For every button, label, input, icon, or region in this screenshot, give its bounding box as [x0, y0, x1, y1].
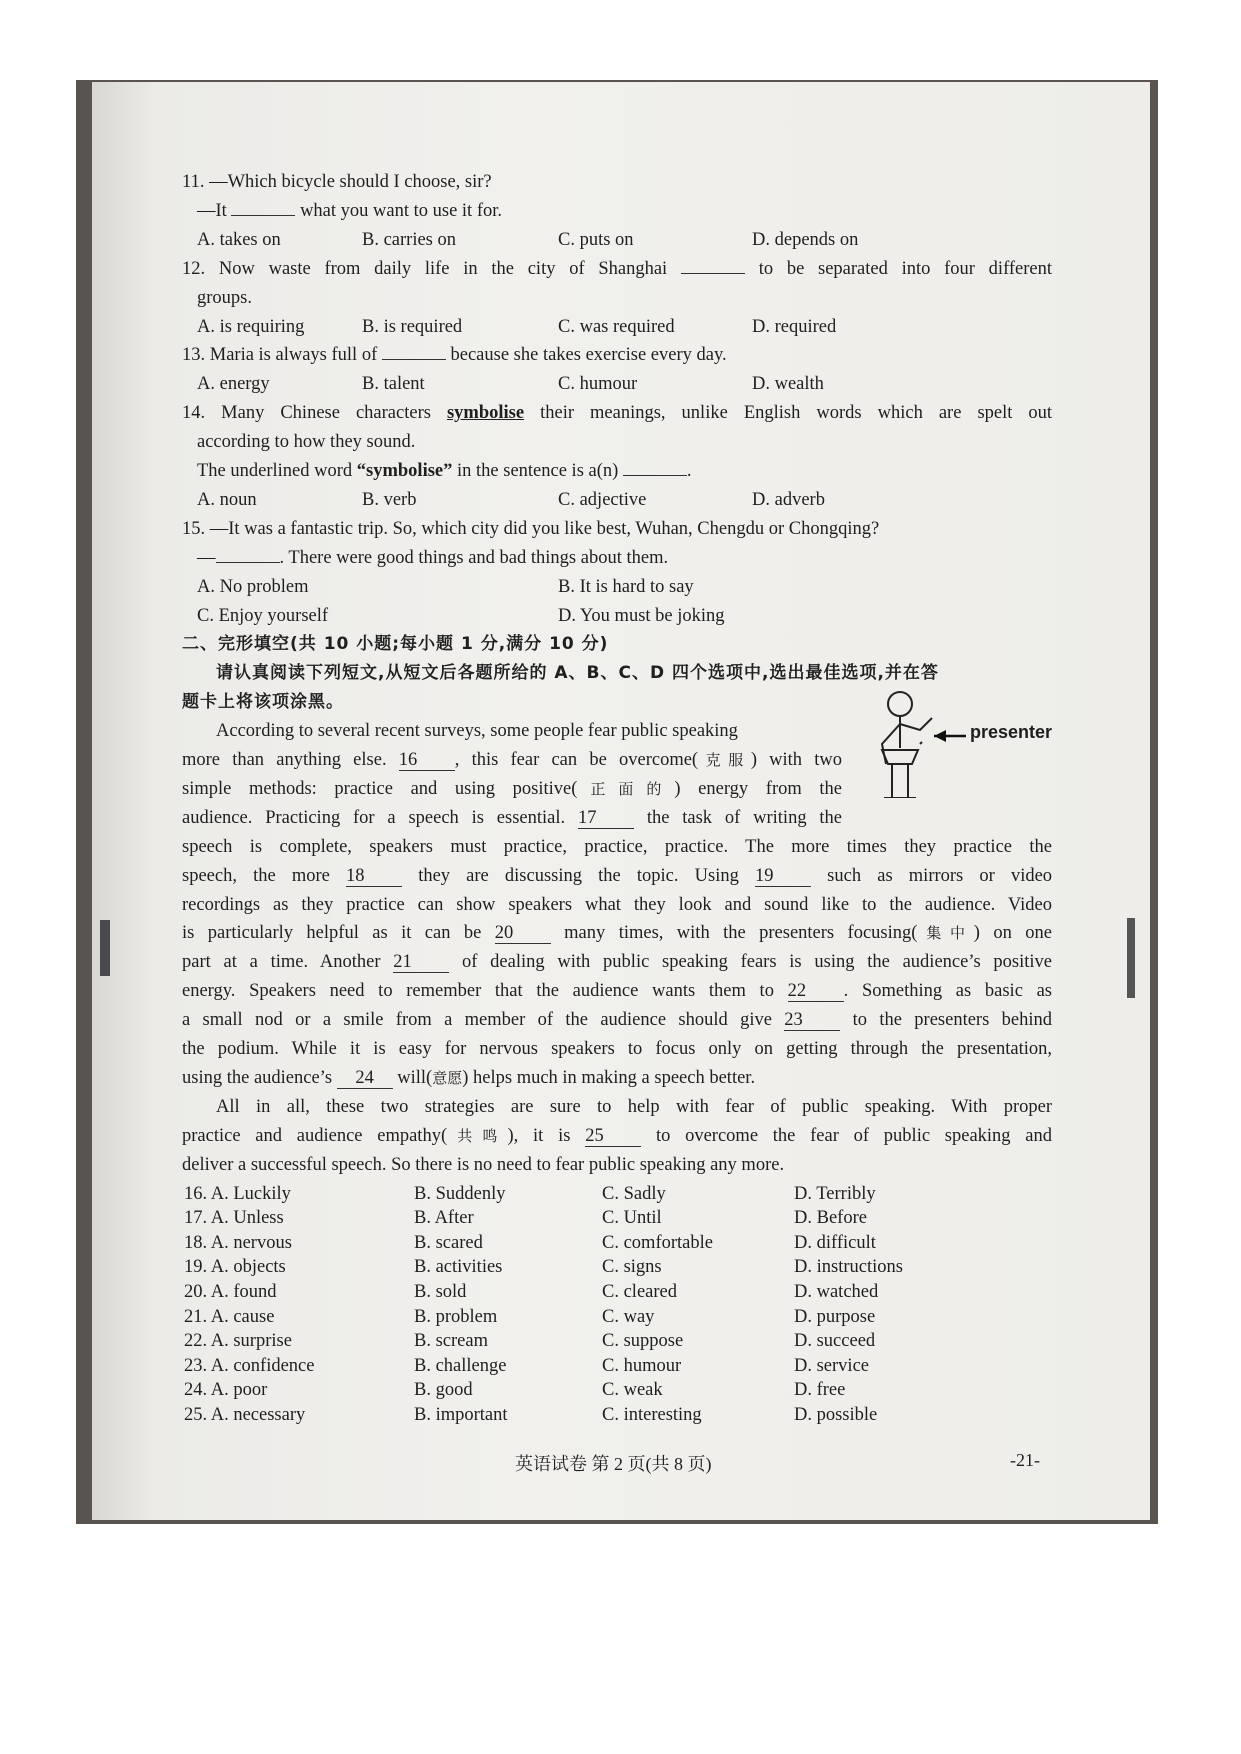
cloze-option: D. instructions	[794, 1257, 903, 1278]
cloze-option-row	[182, 1352, 1052, 1377]
passage-line-9: part at a time. Another 21 of dealing with public speaking fears is using the audience’s positive	[182, 952, 1053, 973]
cloze-option: C. Sadly	[602, 1183, 666, 1204]
passage-line-5: speech is complete, speakers must practice, practice, practice. The more times they practice the	[182, 836, 1052, 857]
cloze-option: D. service	[794, 1355, 869, 1376]
q15-stem: 15. —It was a fantastic trip. So, which city did you like best, Wuhan, Chengdu or Chongqing?	[182, 518, 880, 539]
cloze-option: B. important	[414, 1404, 508, 1425]
q12-stem-cont: groups.	[197, 287, 252, 308]
q13-options: A. energy B. talent C. humour D. wealth	[197, 374, 824, 395]
footer-page-number: -21-	[1010, 1450, 1040, 1470]
section2-heading: 二、完形填空(共 10 小题;每小题 1 分,满分 10 分)	[182, 634, 609, 655]
presenter-label: presenter	[970, 722, 1053, 742]
cloze-option: D. Before	[794, 1208, 867, 1229]
q12-stem: 12. Now waste from daily life in the city of Shanghai to be separated into four different	[182, 258, 1053, 279]
presenter-illustration	[862, 688, 1052, 798]
cloze-options	[182, 1180, 1052, 1426]
passage-line-3: simple methods: practice and using positive(正面的) energy from the	[182, 778, 842, 799]
cloze-option-row	[182, 1278, 1052, 1303]
passage-line-2: more than anything else. 16 , this fear can be overcome(克服) with two	[182, 750, 843, 771]
cloze-option: 20. A. found	[184, 1282, 277, 1302]
cloze-option: 16. A. Luckily	[184, 1183, 291, 1204]
binding-mark-left	[100, 920, 110, 976]
q14-stem: 14. Many Chinese characters symbolise their meanings, unlike English words which are spelt out	[182, 403, 1053, 424]
cloze-option: B. Suddenly	[414, 1183, 506, 1204]
passage-line-7: recordings as they practice can show speakers what they look and sound like to the audience. Video	[182, 894, 1052, 915]
q14-question: The underlined word “symbolise” in the sentence is a(n) .	[197, 461, 692, 482]
cloze-option: 24. A. poor	[184, 1380, 268, 1401]
cloze-option: C. Until	[602, 1208, 662, 1229]
cloze-option: 17. A. Unless	[184, 1208, 284, 1229]
cloze-option: 23. A. confidence	[184, 1355, 315, 1376]
q12-options: A. is requiring B. is required C. was required D. required	[197, 316, 837, 337]
cloze-option: B. problem	[414, 1306, 498, 1327]
cloze-option: C. cleared	[602, 1282, 677, 1302]
q11-stem: 11. —Which bicycle should I choose, sir?	[182, 172, 492, 192]
q14-stem-cont: according to how they sound.	[197, 432, 416, 453]
cloze-option: 22. A. surprise	[184, 1331, 292, 1352]
cloze-option-row	[182, 1229, 1052, 1254]
q15-stem2: — . There were good things and bad things about them.	[197, 547, 669, 568]
cloze-option: B. After	[414, 1208, 474, 1229]
section2-instruction-1: 请认真阅读下列短文,从短文后各题所给的 A、B、C、D 四个选项中,选出最佳选项,并在答	[216, 663, 939, 684]
q15-options-cd: C. Enjoy yourself D. You must be joking	[197, 605, 725, 626]
footer-page-info: 英语试卷 第 2 页(共 8 页)	[515, 1454, 712, 1474]
cloze-option: 25. A. necessary	[184, 1404, 306, 1425]
cloze-option: C. comfortable	[602, 1232, 713, 1253]
cloze-option: D. Terribly	[794, 1183, 876, 1204]
cloze-option: C. way	[602, 1306, 655, 1327]
cloze-option: 18. A. nervous	[184, 1232, 292, 1253]
passage-line-1: According to several recent surveys, some people fear public speaking	[216, 721, 738, 742]
cloze-option-row	[182, 1401, 1052, 1426]
cloze-option-row	[182, 1253, 1052, 1278]
passage-line-11: a small nod or a smile from a member of the audience should give 23 to the presenters behind	[182, 1010, 1052, 1031]
cloze-option: B. activities	[414, 1257, 503, 1278]
cloze-option: C. interesting	[602, 1404, 702, 1425]
q13-stem: 13. Maria is always full of because she takes exercise every day.	[182, 345, 727, 366]
section2-instruction-2: 题卡上将该项涂黑。	[182, 692, 344, 713]
cloze-option: B. good	[414, 1380, 473, 1401]
passage-line-14: All in all, these two strategies are sure to help with fear of public speaking. With proper	[216, 1096, 1052, 1117]
cloze-option: D. succeed	[794, 1331, 876, 1352]
cloze-option-row	[182, 1303, 1052, 1328]
cloze-option: B. scream	[414, 1331, 488, 1352]
q11-options: A. takes on B. carries on C. puts on D. depends on	[197, 229, 859, 250]
cloze-option: B. challenge	[414, 1355, 507, 1376]
cloze-option: D. possible	[794, 1404, 878, 1425]
cloze-option: C. weak	[602, 1380, 663, 1401]
cloze-option: 21. A. cause	[184, 1306, 275, 1327]
passage-line-4: audience. Practicing for a speech is essential. 17 the task of writing the	[182, 807, 843, 828]
q14-options: A. noun B. verb C. adjective D. adverb	[197, 489, 825, 510]
passage-line-16: deliver a successful speech. So there is no need to fear public speaking any more.	[182, 1154, 785, 1175]
binding-mark-right	[1127, 918, 1135, 998]
cloze-option-row	[182, 1180, 1052, 1205]
q15-options-ab: A. No problem B. It is hard to say	[197, 576, 694, 597]
passage-line-13: using the audience’s 24 will(意愿) helps much in making a speech better.	[182, 1068, 756, 1088]
cloze-option: D. free	[794, 1380, 846, 1401]
cloze-option: D. difficult	[794, 1232, 876, 1253]
cloze-option: D. purpose	[794, 1306, 876, 1327]
cloze-option: B. sold	[414, 1282, 467, 1302]
cloze-option-row	[182, 1204, 1052, 1229]
cloze-option: C. suppose	[602, 1331, 684, 1352]
cloze-option: C. humour	[602, 1355, 682, 1376]
passage-line-6: speech, the more 18 they are discussing the topic. Using 19 such as mirrors or video	[182, 865, 1053, 886]
cloze-option: D. watched	[794, 1282, 879, 1302]
cloze-option: C. signs	[602, 1257, 662, 1278]
cloze-option: 19. A. objects	[184, 1257, 286, 1278]
passage-line-12: the podium. While it is easy for nervous speakers to focus only on getting through the presentation,	[182, 1039, 1052, 1060]
q11-stem2: —It what you want to use it for.	[197, 200, 502, 221]
passage-line-15: practice and audience empathy(共鸣), it is 25 to overcome the fear of public speaking and	[182, 1125, 1053, 1146]
cloze-option-row	[182, 1376, 1052, 1401]
passage-line-8: is particularly helpful as it can be 20 many times, with the presenters focusing(集中) on one	[182, 923, 1052, 944]
cloze-option: B. scared	[414, 1232, 483, 1253]
cloze-option-row	[182, 1327, 1052, 1352]
passage-line-10: energy. Speakers need to remember that the audience wants them to 22 . Something as basic as	[182, 981, 1052, 1002]
